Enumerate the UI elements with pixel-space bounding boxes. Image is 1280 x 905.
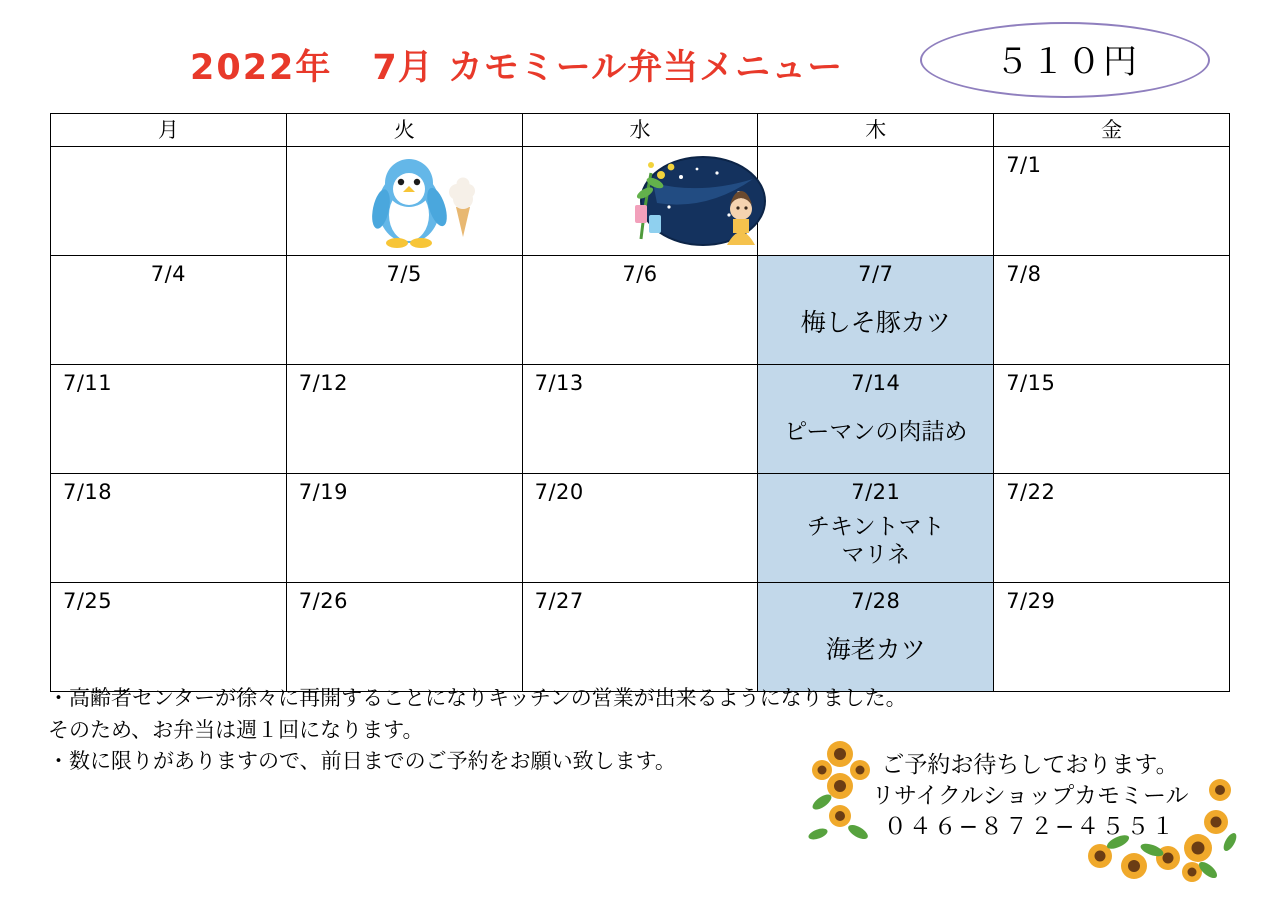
calendar-row bbox=[51, 256, 1230, 365]
calendar-cell bbox=[286, 365, 522, 474]
weekday-header-wed: 水 bbox=[522, 114, 758, 147]
menu-item: 梅しそ豚カツ bbox=[800, 308, 951, 337]
menu-item-line1: チキントマト bbox=[806, 514, 945, 540]
menu-item: ピーマンの肉詰め bbox=[784, 419, 968, 445]
cell-date: 7/13 bbox=[534, 371, 584, 395]
calendar-row bbox=[51, 147, 1230, 256]
penguin-icecream-icon bbox=[357, 155, 497, 250]
calendar-cell bbox=[758, 147, 994, 256]
cell-date: 7/27 bbox=[534, 589, 584, 613]
calendar-cell bbox=[522, 256, 758, 365]
contact-line-1: ご予約お待ちしております。 bbox=[881, 752, 1179, 778]
calendar-cell bbox=[522, 474, 758, 583]
contact-phone: ０４６−８７２−４５５１ bbox=[883, 814, 1177, 841]
cell-date: 7/21 bbox=[851, 480, 901, 504]
weekday-header-tue: 火 bbox=[286, 114, 522, 147]
title-year: 2022年 bbox=[190, 48, 333, 88]
calendar-cell bbox=[51, 583, 287, 692]
calendar-cell bbox=[51, 256, 287, 365]
cell-date: 7/15 bbox=[1006, 371, 1056, 395]
calendar-cell-menu bbox=[758, 365, 994, 474]
cell-date: 7/11 bbox=[63, 371, 113, 395]
calendar-cell bbox=[522, 583, 758, 692]
weekday-header-mon: 月 bbox=[51, 114, 287, 147]
calendar-cell bbox=[51, 365, 287, 474]
cell-date: 7/19 bbox=[298, 480, 348, 504]
calendar-cell bbox=[522, 365, 758, 474]
price-label: ５１０円 bbox=[995, 42, 1139, 82]
weekday-header-fri: 金 bbox=[994, 114, 1230, 147]
contact-block bbox=[830, 750, 1230, 843]
cell-date: 7/12 bbox=[298, 371, 348, 395]
contact-shop-name: リサイクルショップカモミール bbox=[871, 783, 1189, 810]
note-line-1: ・高齢者センターが徐々に再開することになりキッチンの営業が出来るようになりました。 bbox=[48, 686, 907, 710]
calendar-cell bbox=[522, 147, 758, 256]
calendar-row bbox=[51, 365, 1230, 474]
calendar-cell bbox=[286, 583, 522, 692]
calendar-cell bbox=[994, 474, 1230, 583]
cell-date: 7/14 bbox=[851, 371, 901, 395]
cell-date: 7/18 bbox=[63, 480, 113, 504]
cell-date: 7/25 bbox=[63, 589, 113, 613]
cell-date: 7/5 bbox=[386, 262, 422, 286]
cell-date: 7/6 bbox=[622, 262, 658, 286]
calendar-row bbox=[51, 474, 1230, 583]
calendar-cell-menu bbox=[758, 583, 994, 692]
calendar-row bbox=[51, 583, 1230, 692]
page-title bbox=[190, 40, 843, 90]
cell-date: 7/7 bbox=[858, 262, 894, 286]
cell-date: 7/29 bbox=[1006, 589, 1056, 613]
note-line-2: そのため、お弁当は週１回になります。 bbox=[48, 717, 424, 742]
cell-date: 7/1 bbox=[1006, 153, 1042, 177]
menu-calendar bbox=[50, 113, 1230, 692]
cell-date: 7/8 bbox=[1006, 262, 1042, 286]
price-badge bbox=[920, 22, 1210, 98]
menu-item-line2: マリネ bbox=[841, 542, 911, 568]
calendar-cell bbox=[994, 583, 1230, 692]
note-line-3: ・数に限りがありますので、前日までのご予約をお願い致します。 bbox=[48, 749, 676, 773]
title-text: カモミール弁当メニュー bbox=[447, 48, 844, 88]
calendar-cell bbox=[286, 256, 522, 365]
calendar-header-row bbox=[51, 114, 1230, 147]
calendar-cell bbox=[51, 474, 287, 583]
title-month: 7月 bbox=[372, 48, 434, 88]
calendar-cell-menu bbox=[758, 256, 994, 365]
cell-date: 7/28 bbox=[851, 589, 901, 613]
cell-date: 7/20 bbox=[534, 480, 584, 504]
notes-block bbox=[48, 683, 908, 778]
calendar-cell-menu bbox=[758, 474, 994, 583]
cell-date: 7/26 bbox=[298, 589, 348, 613]
weekday-header-thu: 木 bbox=[758, 114, 994, 147]
menu-item: 海老カツ bbox=[825, 635, 926, 664]
calendar-cell bbox=[994, 256, 1230, 365]
calendar-cell bbox=[286, 474, 522, 583]
calendar-cell bbox=[994, 147, 1230, 256]
page-header bbox=[0, 0, 1280, 112]
cell-date: 7/4 bbox=[150, 262, 187, 286]
cell-date: 7/22 bbox=[1006, 480, 1056, 504]
calendar-cell bbox=[994, 365, 1230, 474]
calendar-cell bbox=[51, 147, 287, 256]
calendar-cell bbox=[286, 147, 522, 256]
